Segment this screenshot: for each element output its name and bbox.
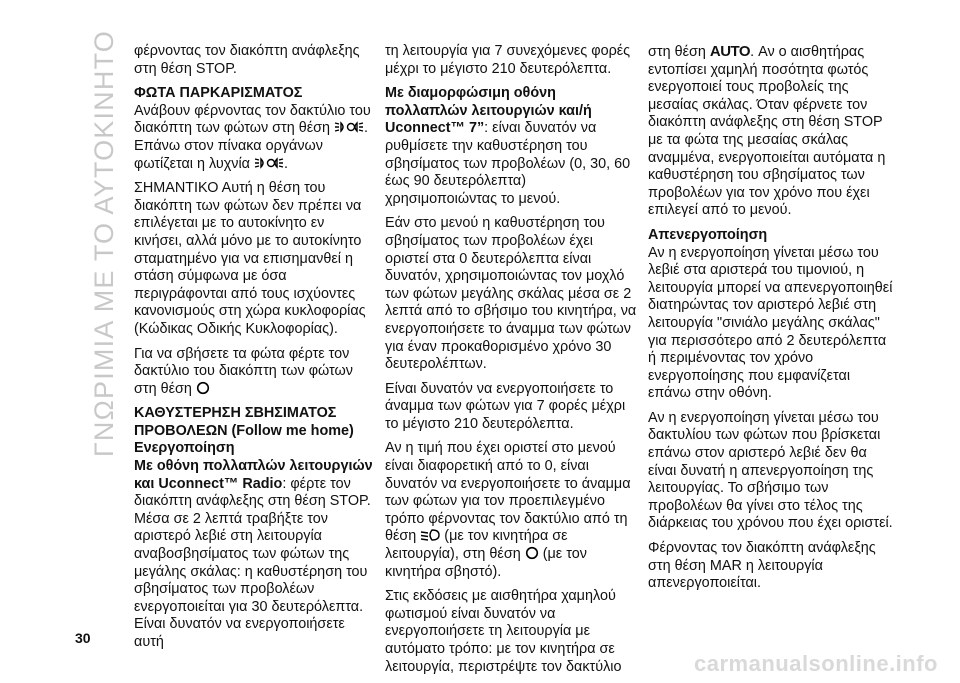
watermark: carmanualsonline.info: [694, 651, 938, 676]
paragraph: [134, 458, 374, 652]
paragraph: τη λειτουργία για 7 συνεχόμενες φορές μέχρι το μέγιστο 210 δευτερόλεπτα.: [385, 43, 631, 77]
paragraph: Είναι δυνατόν να ενεργοποιήσετε το άναμμα των φώτων για 7 φορές μέχρι το μέγιστο 210 δευτερόλεπτα.: [385, 380, 626, 432]
heading-activation: Ενεργοποίηση: [134, 440, 235, 457]
paragraph: [648, 43, 893, 220]
auto-position-label: AUTO: [709, 43, 751, 60]
heading-parking-lights: ΦΩΤΑ ΠΑΡΚΑΡΙΣΜΑΤΟΣ: [134, 85, 303, 102]
chapter-title-vertical: ΓΝΩΡΙΜΙΑ ΜΕ ΤΟ ΑΥΤΟΚΙΝΗΤΟ: [89, 30, 119, 458]
page-number: 30: [75, 630, 91, 646]
dipped-beam-icon: [420, 528, 440, 542]
text: Για να σβήσετε τα φώτα φέρτε τον δακτύλιο του διακόπτη των φώτων στη θέση: [134, 345, 353, 397]
column-2: [385, 43, 637, 683]
text: Αν η τιμή που έχει οριστεί στο μενού είναι διαφορετική από το 0, είναι δυνατόν να ενεργοποιήσετε το άναμμα των φώτων για τον προεπιλεγμένο τρόπο φέρνοντας τον δακτύλιο από τη θέση: [385, 440, 631, 545]
lights-off-icon: [196, 381, 210, 395]
paragraph: [134, 103, 374, 173]
text: . Επάνω στον πίνακα οργάνων φωτίζεται η λυχνία: [134, 120, 369, 172]
parking-warning-lamp-icon: [254, 156, 284, 170]
paragraph: ΣΗΜΑΝΤΙΚΟ Αυτή η θέση του διακόπτη των φώτων δεν πρέπει να επιλέγεται με το αυτοκίνητο εν κινήσει, αλλά μόνο με το αυτοκίνητο σταματημένο για να επισημανθεί η στάση σύμφωνα με όσα περιγράφονται από τους ισχύοντες κανονισμούς στη χώρα κυκλοφορίας (Κώδικας Οδικής Κυκλοφορίας).: [134, 180, 366, 337]
lights-off-icon: [525, 546, 539, 560]
paragraph: Αν η ενεργοποίηση γίνεται μέσω του δακτυλίου των φώτων που βρίσκεται επάνω στον αριστερό λεβιέ δεν θα είναι δυνατή η απενεργοποίηση της λειτουργίας. Το σβήσιμο των προβολέων θα γίνει στο τέλος της διάρκειας του χρόνου που έχει οριστεί.: [648, 409, 893, 532]
paragraph: [385, 440, 637, 581]
paragraph: Εάν στο μενού η καθυστέρηση του σβησίματος των προβολέων έχει οριστεί στα 0 δευτερόλεπτα είναι δυνατόν, χρησιμοποιώντας τον μοχλό των φώτων μεγάλης σκάλας μέσα σε 2 λεπτά από το σβήσιμο του κινητήρα, να ενεργοποιήσετε το άναμμα των φώτων για έναν προκαθορισμένο χρόνο 30 δευτερολέπτων.: [385, 215, 637, 373]
text: : φέρτε τον διακόπτη ανάφλεξης στη θέση STOP. Μέσα σε 2 λεπτά τραβήξτε τον αριστερό λεβιέ στη λειτουργία αναβοσβησίματος των φώτων της μεγάλης σκάλας: η καθυστέρηση του σβησίματος των προβολέων ενεργοποιείται για 30 δευτερόλεπτα. Είναι δυνατόν να ενεργοποιήσετε αυτή: [134, 475, 371, 650]
paragraph: Φέρνοντας τον διακόπτη ανάφλεξης στη θέση MAR η λειτουργία απενεργοποιείται.: [648, 540, 876, 592]
column-3: [648, 43, 893, 600]
text: (με τον κινητήρα σε λειτουργία), στη θέση: [385, 528, 568, 563]
text-bold: Με διαμορφώσιμη οθόνη πολλαπλών λειτουργιών και/ή Uconnect™ 7”: [385, 85, 592, 137]
paragraph: Στις εκδόσεις με αισθητήρα χαμηλού φωτισμού είναι δυνατόν να ενεργοποιήσετε τη λειτουργία με αυτόματο τρόπο: με τον κινητήρα σε λειτουργία, περιστρέψτε τον δακτύλιο: [385, 588, 622, 675]
heading-follow-me-home: ΚΑΘΥΣΤΕΡΗΣΗ ΣΒΗΣΙΜΑΤΟΣ ΠΡΟΒΟΛΕΩΝ (Follow me home): [134, 405, 354, 439]
heading-deactivation: Απενεργοποίηση: [648, 226, 768, 243]
paragraph: [134, 346, 374, 399]
text: (με τον κινητήρα σβηστό).: [385, 546, 587, 580]
paragraph: φέρνοντας τον διακόπτη ανάφλεξης στη θέση STOP.: [134, 43, 360, 77]
parking-lights-icon: [334, 120, 364, 134]
text: .: [284, 155, 288, 172]
paragraph: [385, 85, 637, 208]
text-bold: Με οθόνη πολλαπλών λειτουργιών και Uconnect™ Radio: [134, 458, 373, 492]
text: Ανάβουν φέρνοντας τον δακτύλιο του διακόπτη των φώτων στη θέση: [134, 102, 371, 137]
text: : είναι δυνατόν να ρυθμίσετε την καθυστέρηση του σβησίματος των προβολέων (0, 30, 60 έως 90 δευτερόλεπτα) χρησιμοποιώντας το μενού.: [385, 120, 631, 207]
paragraph: Αν η ενεργοποίηση γίνεται μέσω του λεβιέ στα αριστερά του τιμονιού, η λειτουργία μπορεί να απενεργοποιηθεί διατηρώντας τον αριστερό λεβιέ στη λειτουργία "σινιάλο μεγάλης σκάλας" για περισσότερο από 2 δευτερόλεπτα ή περιμένοντας τον χρόνο ενεργοποίησης που εμφανίζεται επάνω στην οθόνη.: [648, 244, 893, 402]
text: στη θέση: [648, 44, 710, 60]
column-1: [134, 43, 374, 659]
text: . Αν ο αισθητήρας εντοπίσει χαμηλή ποσότητα φωτός ενεργοποιεί τους προβολείς της μεσαίας σκάλας. Όταν φέρνετε τον διακόπτη ανάφλεξης στη θέση STOP με τα φώτα της μεσαίας σκάλας αναμμένα, ενεργοποιείται αυτόματα η καθυστέρηση του σβησίματος των προβολέων για τον χρόνο που έχει επιλεγεί από το μενού.: [648, 44, 886, 219]
